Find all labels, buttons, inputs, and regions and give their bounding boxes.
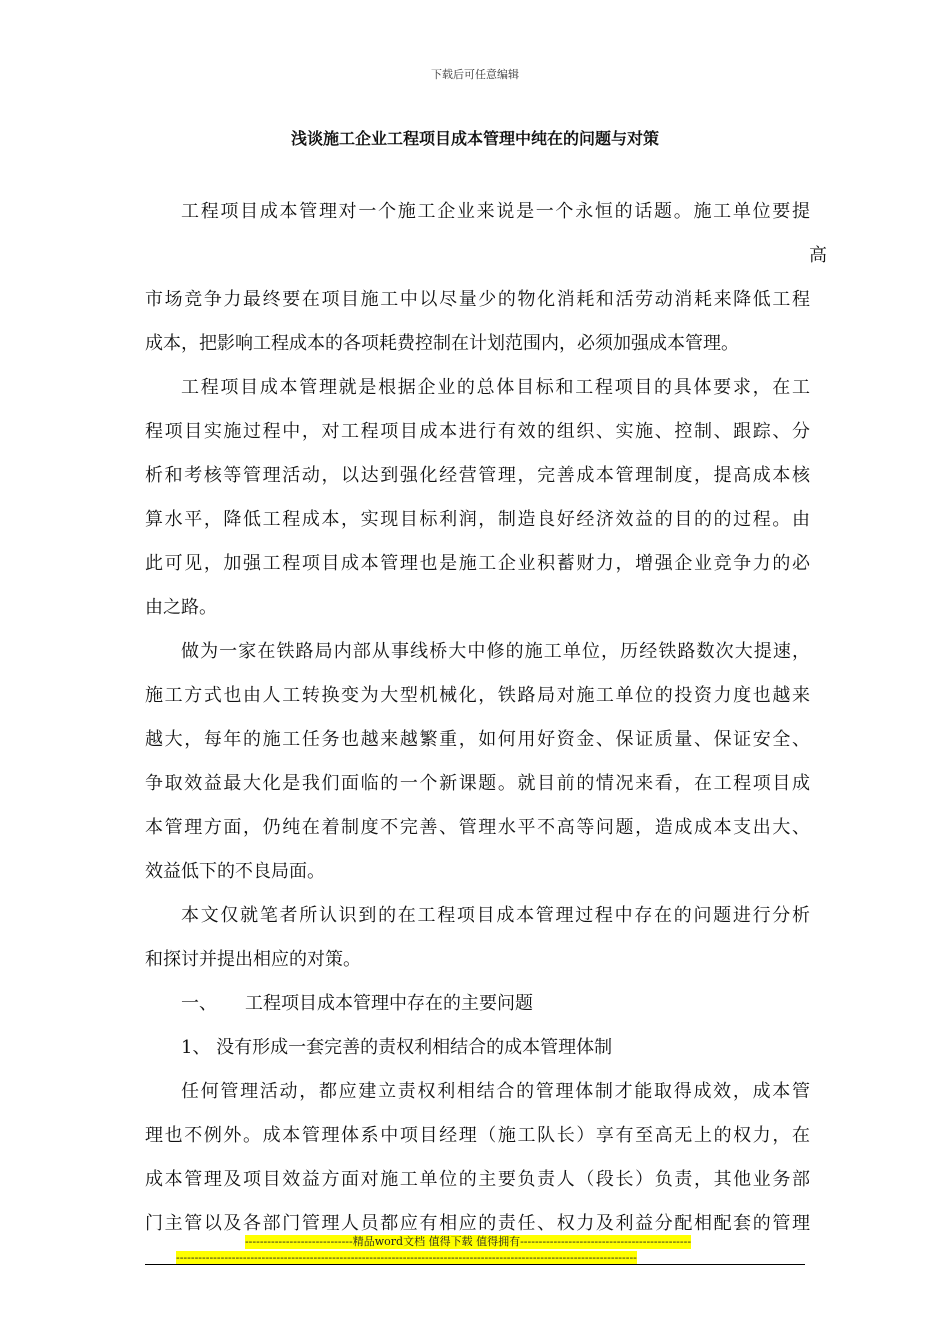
section-heading (145, 982, 810, 1026)
paragraph-line: 工程项目成本管理对一个施工企业来说是一个永恒的话题。施工单位要提 (181, 201, 810, 222)
paragraph-line: 和探讨并提出相应的对策。 (145, 949, 361, 970)
paragraph-line: 任何管理活动，都应建立责权利相结合的管理体制才能取得成效，成本管 (181, 1081, 810, 1102)
section-number: 一、 (181, 993, 217, 1014)
section-heading-text: 工程项目成本管理中存在的主要问题 (245, 993, 533, 1014)
paragraph-line: 成本管理及项目效益方面对施工单位的主要负责人（段长）负责，其他业务部 (145, 1169, 810, 1190)
paragraph-line: 越大，每年的施工任务也越来越繁重，如何用好资金、保证质量、保证安全、 (145, 729, 810, 750)
document-title: 浅谈施工企业工程项目成本管理中纯在的问题与对策 (290, 129, 659, 148)
footer-rule (145, 1264, 805, 1265)
paragraph-line: 做为一家在铁路局内部从事线桥大中修的施工单位，历经铁路数次大提速， (181, 641, 810, 662)
paragraph-line: 工程项目成本管理就是根据企业的总体目标和工程项目的具体要求，在工 (181, 377, 810, 398)
paragraph-line: 门主管以及各部门管理人员都应有相应的责任、权力及利益分配相配套的管理 (145, 1213, 810, 1234)
subsection-heading: 1、 没有形成一套完善的责权利相结合的成本管理体制 (181, 1037, 613, 1058)
paragraph-line: 市场竞争力最终要在项目施工中以尽量少的物化消耗和活劳动消耗来降低工程 (145, 289, 810, 310)
paragraph-line: 析和考核等管理活动，以达到强化经营管理，完善成本管理制度，提高成本核 (145, 465, 810, 486)
paragraph-line: 本文仅就笔者所认识到的在工程项目成本管理过程中存在的问题进行分析 (181, 905, 810, 926)
footer-banner-text: -----------------------------精品word文档 值得下载 值得拥有---------------------------------------------- (244, 1235, 692, 1248)
paragraph-line: 成本，把影响工程成本的各项耗费控制在计划范围内，必须加强成本管理。 (145, 333, 739, 354)
paragraph-line: 高 (809, 245, 827, 266)
paragraph-line: 本管理方面，仍纯在着制度不完善、管理水平不高等问题，造成成本支出大、 (145, 817, 810, 838)
document-body (145, 190, 827, 1246)
paragraph-line: 理也不例外。成本管理体系中项目经理（施工队长）享有至高无上的权力，在 (145, 1125, 810, 1146)
paragraph-line: 此可见，加强工程项目成本管理也是施工企业积蓄财力，增强企业竞争力的必 (145, 553, 810, 574)
footer-dash-text: ---------------------------------------------------------------------------------------------------------------------------- (176, 1251, 637, 1264)
paragraph-line: 程项目实施过程中，对工程项目成本进行有效的组织、实施、控制、跟踪、分 (145, 421, 810, 442)
paragraph-line: 争取效益最大化是我们面临的一个新课题。就目前的情况来看，在工程项目成 (145, 773, 810, 794)
header-note: 下载后可任意编辑 (431, 68, 519, 81)
paragraph-line: 由之路。 (145, 597, 217, 618)
paragraph-line: 算水平，降低工程成本，实现目标利润，制造良好经济效益的目的的过程。由 (145, 509, 810, 530)
paragraph-line: 效益低下的不良局面。 (145, 861, 325, 882)
footer-dash-line (176, 1246, 774, 1265)
paragraph-line: 施工方式也由人工转换变为大型机械化，铁路局对施工单位的投资力度也越来 (145, 685, 810, 706)
